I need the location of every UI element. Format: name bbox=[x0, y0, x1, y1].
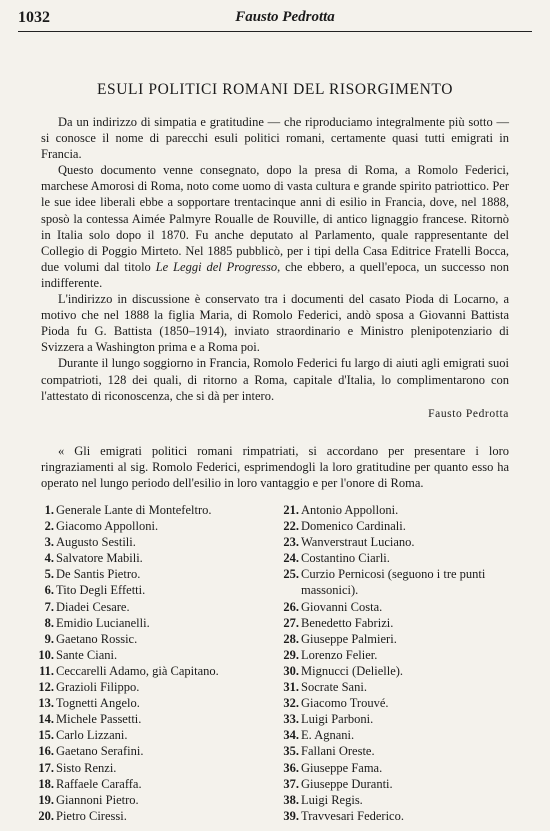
exile-name: Luigi Parboni. bbox=[301, 712, 374, 727]
exile-name: Carlo Lizzani. bbox=[56, 728, 128, 743]
exile-name: Giacomo Appolloni. bbox=[56, 519, 159, 534]
article-title: ESULI POLITICI ROMANI DEL RISORGIMENTO bbox=[96, 81, 454, 98]
exile-name: Pietro Ciressi. bbox=[56, 808, 127, 823]
exile-name: Sante Ciani. bbox=[56, 647, 118, 662]
exile-name: Giannoni Pietro. bbox=[56, 792, 139, 807]
exile-name: De Santis Pietro. bbox=[56, 567, 141, 582]
exile-name: Travvesari Federico. bbox=[301, 808, 404, 823]
list-item bbox=[277, 599, 517, 615]
exile-name: Wanverstraut Luciano. bbox=[301, 535, 415, 550]
list-item bbox=[277, 679, 517, 695]
list-item bbox=[277, 647, 517, 663]
list-item bbox=[277, 631, 517, 647]
list-item bbox=[277, 534, 517, 550]
list-item bbox=[277, 566, 517, 598]
book-title: Le Leggi del Progresso bbox=[155, 259, 278, 274]
item-number: 14 . bbox=[32, 711, 54, 727]
list-item bbox=[277, 743, 517, 759]
exile-name: Giovanni Costa. bbox=[301, 599, 383, 614]
item-number: 28 . bbox=[277, 631, 299, 647]
item-number: 23 . bbox=[277, 534, 299, 550]
exile-name: Socrate Sani. bbox=[301, 680, 367, 695]
item-number: 9 . bbox=[32, 631, 54, 647]
exile-name: Giacomo Trouvé. bbox=[301, 696, 389, 711]
paragraph: Durante il lungo soggiorno in Francia, Romolo Federici fu largo di aiuti agli emigrati suoi compatrioti, 128 dei quali, di ritorno a Roma, capitale d'Italia, lo complimentarono con l'attestato di riconoscenza, che si dà per intero. bbox=[41, 356, 509, 403]
item-number: 37 . bbox=[277, 776, 299, 792]
list-item bbox=[32, 582, 266, 598]
item-number: 20 . bbox=[32, 808, 54, 824]
exile-name: Mignucci (Delielle). bbox=[301, 663, 404, 678]
exile-name: Ceccarelli Adamo, già Capitano. bbox=[56, 663, 219, 678]
exile-name: E. Agnani. bbox=[301, 728, 355, 743]
exile-name: Gaetano Rossic. bbox=[56, 631, 138, 646]
list-item bbox=[32, 550, 266, 566]
item-number: 13 . bbox=[32, 695, 54, 711]
item-number: 31 . bbox=[277, 679, 299, 695]
item-number: 30 . bbox=[277, 663, 299, 679]
list-item bbox=[32, 711, 266, 727]
item-number: 24 . bbox=[277, 550, 299, 566]
item-number: 7 . bbox=[32, 599, 54, 615]
item-number: 1 . bbox=[32, 502, 54, 518]
exile-name: Curzio Pernicosi (seguono i tre punti massonici). bbox=[301, 567, 486, 598]
exile-name: Domenico Cardinali. bbox=[301, 519, 406, 534]
item-number: 19 . bbox=[32, 792, 54, 808]
item-number: 29 . bbox=[277, 647, 299, 663]
list-item bbox=[277, 808, 517, 824]
exile-name: Giuseppe Palmieri. bbox=[301, 631, 397, 646]
item-number: 38 . bbox=[277, 792, 299, 808]
item-number: 32 . bbox=[277, 695, 299, 711]
exile-name: Luigi Regis. bbox=[301, 792, 363, 807]
header-rule bbox=[18, 31, 532, 32]
exile-name: Emidio Lucianelli. bbox=[56, 615, 150, 630]
item-number: 18 . bbox=[32, 776, 54, 792]
item-number: 15 . bbox=[32, 727, 54, 743]
names-list-right bbox=[277, 502, 517, 824]
exile-name: Generale Lante di Montefeltro. bbox=[56, 503, 212, 517]
list-item bbox=[32, 615, 266, 631]
list-item bbox=[32, 808, 266, 824]
running-head bbox=[18, 9, 532, 29]
exile-name: Tito Degli Effetti. bbox=[56, 583, 146, 598]
list-item bbox=[277, 760, 517, 776]
item-number: 26 . bbox=[277, 599, 299, 615]
list-item bbox=[32, 631, 266, 647]
exile-name: Tognetti Angelo. bbox=[56, 696, 140, 711]
list-item bbox=[277, 502, 517, 518]
paragraph bbox=[41, 162, 509, 291]
exile-name: Benedetto Fabrizi. bbox=[301, 615, 394, 630]
running-title: Fausto Pedrotta bbox=[235, 9, 335, 25]
list-item bbox=[32, 743, 266, 759]
item-number: 39 . bbox=[277, 808, 299, 824]
list-item bbox=[32, 566, 266, 582]
item-number: 8 . bbox=[32, 615, 54, 631]
item-number: 27 . bbox=[277, 615, 299, 631]
item-number: 17 . bbox=[32, 760, 54, 776]
paragraph: L'indirizzo in discussione è conservato tra i documenti del casato Pioda di Locarno, a motivo che nel 1888 la figlia Maria, di Romolo Federici, andò sposa a Giovanni Battista Pioda fu G. Battista (1850–1914), inviato straordinario e Ministro plenipotenziario di Svizzera a Washington prima e a Roma poi. bbox=[41, 292, 509, 355]
list-item bbox=[277, 727, 517, 743]
exile-name: Diadei Cesare. bbox=[56, 599, 130, 614]
item-number: 36 . bbox=[277, 760, 299, 776]
item-number: 3 . bbox=[32, 534, 54, 550]
item-number: 16 . bbox=[32, 743, 54, 759]
list-item bbox=[32, 727, 266, 743]
list-item bbox=[32, 518, 266, 534]
list-item bbox=[32, 792, 266, 808]
item-number: 25 . bbox=[277, 566, 299, 582]
item-number: 2 . bbox=[32, 518, 54, 534]
exile-name: Salvatore Mabili. bbox=[56, 551, 143, 566]
list-item bbox=[32, 663, 266, 679]
exile-name: Fallani Oreste. bbox=[301, 744, 375, 759]
list-item bbox=[277, 518, 517, 534]
item-number: 21 . bbox=[277, 502, 299, 518]
list-item bbox=[32, 599, 266, 615]
list-item bbox=[277, 615, 517, 631]
paragraph-text: Questo documento venne consegnato, dopo la presa di Roma, a Romolo Federici, marchese Amorosi di Roma, noto come uomo di vasta cultura e grande spirito patriottico. Per le sue idee liberali ebbe a sopportare trentacinque anni di esilio in Francia, dove, nel 1888, sposò la contessa Aimée Palmyre Roualle de Rouville, di antico lignaggio francese. Ritornò in Italia solo dopo il 1870. Fu anche deputato al Parlamento, quale rappresentante del Collegio di Poggio Mirteto. Nel 1885 pubblicò, per i tipi della Casa Editrice Fratelli Bocca, due volumi dal titolo bbox=[41, 163, 509, 274]
exile-name: Giuseppe Fama. bbox=[301, 760, 383, 775]
item-number: 12 . bbox=[32, 679, 54, 695]
list-item bbox=[277, 776, 517, 792]
exile-name: Antonio Appolloni. bbox=[301, 503, 399, 517]
article-body bbox=[41, 114, 509, 422]
paragraph: Da un indirizzo di simpatia e gratitudine — che riproduciamo integralmente più sotto — si conosce il nome di parecchi esuli politici romani, certamente quasi tutti emigrati in Francia. bbox=[41, 115, 509, 162]
item-number: 22 . bbox=[277, 518, 299, 534]
exile-name: Michele Passetti. bbox=[56, 712, 142, 727]
list-item bbox=[277, 663, 517, 679]
item-number: 6 . bbox=[32, 582, 54, 598]
author-signature: Fausto Pedrotta bbox=[428, 407, 509, 420]
list-item bbox=[32, 534, 266, 550]
list-item bbox=[32, 502, 266, 518]
names-list-left bbox=[32, 502, 266, 824]
exile-name: Giuseppe Duranti. bbox=[301, 776, 393, 791]
item-number: 35 . bbox=[277, 743, 299, 759]
list-item bbox=[277, 792, 517, 808]
exile-name: Gaetano Serafini. bbox=[56, 744, 144, 759]
item-number: 4 . bbox=[32, 550, 54, 566]
list-item bbox=[32, 647, 266, 663]
list-item bbox=[32, 776, 266, 792]
exile-name: Lorenzo Felier. bbox=[301, 647, 378, 662]
exile-name: Sisto Renzi. bbox=[56, 760, 117, 775]
list-item bbox=[32, 760, 266, 776]
item-number: 10 . bbox=[32, 647, 54, 663]
list-item bbox=[32, 695, 266, 711]
item-number: 11 . bbox=[32, 663, 54, 679]
exile-name: Grazioli Filippo. bbox=[56, 680, 140, 695]
item-number: 5 . bbox=[32, 566, 54, 582]
address-quote: « Gli emigrati politici romani rimpatriati, si accordano per presentare i loro ringraziamenti al sig. Romolo Federici, esprimendogli la loro gratitudine per quanto esso ha operato nel lungo periodo dell'esilio in loro vantaggio e per l'onore di Roma. bbox=[41, 444, 509, 491]
list-item bbox=[277, 550, 517, 566]
list-item bbox=[277, 711, 517, 727]
exile-name: Raffaele Caraffa. bbox=[56, 776, 142, 791]
exile-name: Augusto Sestili. bbox=[56, 535, 136, 550]
item-number: 33 . bbox=[277, 711, 299, 727]
list-item bbox=[277, 695, 517, 711]
page-number: 1032 bbox=[18, 9, 50, 26]
paragraph-text: , che ebbero, a quell'epoca, un successo non indifferente. bbox=[41, 259, 510, 290]
exile-name: Costantino Ciarli. bbox=[301, 551, 390, 566]
list-item bbox=[32, 679, 266, 695]
item-number: 34 . bbox=[277, 727, 299, 743]
